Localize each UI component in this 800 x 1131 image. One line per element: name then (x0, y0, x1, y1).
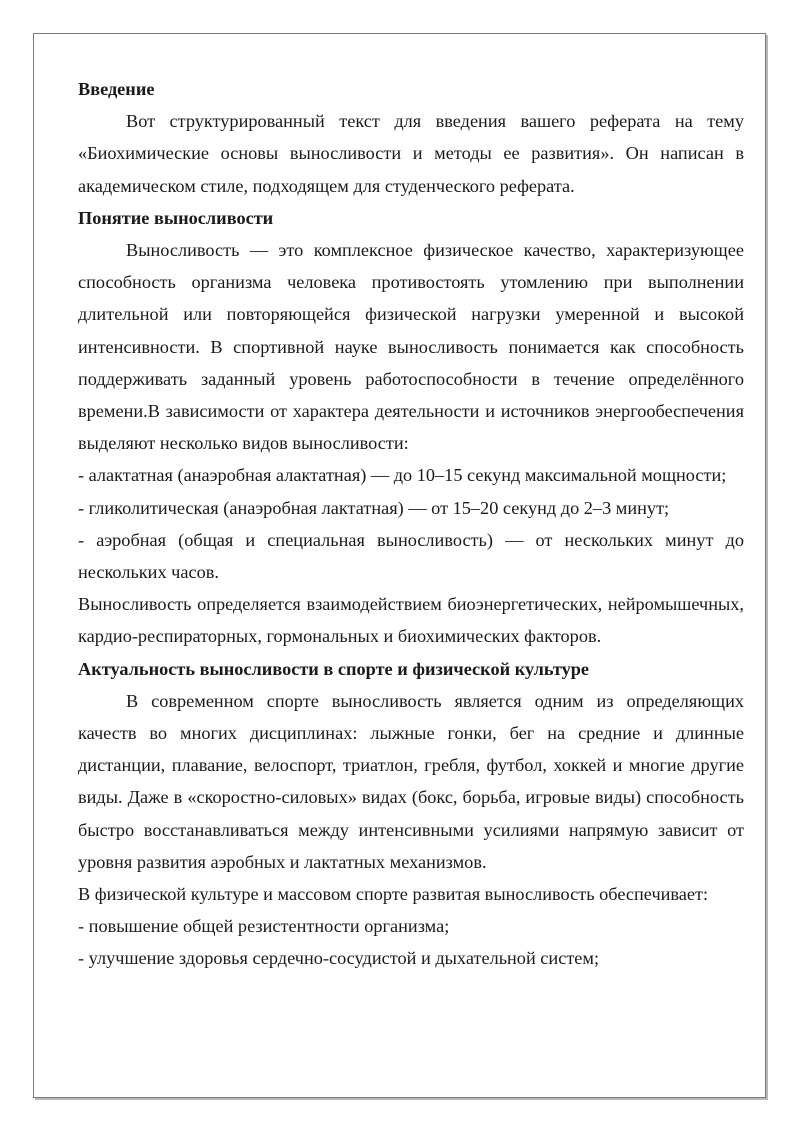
relevance-paragraph: В современном спорте выносливость является одним из определяющих качеств во многих дисциплинах: лыжные гонки, бег на средние и длинные дистанции, плавание, велоспорт, триатлон, гребля, футбол, хоккей и многие другие виды. Даже в «скоростно-силовых» видах (бокс, борьба, игровые виды) способность быстро восстанавливаться между интенсивными усилиями напрямую зависит от уровня развития аэробных и лактатных механизмов. (78, 690, 744, 872)
section-heading-relevance: Актуальность выносливости в спорте и физической культуре (78, 658, 590, 679)
list-item: - гликолитическая (анаэробная лактатная) — от 15–20 секунд до 2–3 минут; (78, 497, 670, 518)
document-page (33, 33, 766, 1098)
intro-heading: Введение (78, 79, 155, 99)
list-item: - повышение общей резистентности организма; (78, 916, 450, 937)
endurance-factors-paragraph: Выносливость определяется взаимодействием биоэнергетических, нейромышечных, кардио-респираторных, гормональных и биохимических факторов. (78, 594, 744, 647)
list-item: - алактатная (анаэробная алактатная) — до 10–15 секунд максимальной мощности; (78, 465, 727, 486)
endurance-definition-paragraph: Выносливость — это комплексное физическое качество, характеризующее способность организма человека противостоять утомлению при выполнении длительной или повторяющейся физической нагрузки умеренной и высокой интенсивности. В спортивной науке выносливость понимается как способность поддерживать заданный уровень работоспособности в течение определённого времени.В зависимости от характера деятельности и источников энергообеспечения выделяют несколько видов выносливости: (78, 240, 744, 454)
list-item: - аэробная (общая и специальная выносливость) — от нескольких минут до нескольких часов. (78, 529, 744, 583)
document-body (78, 73, 744, 975)
intro-paragraph: Вот структурированный текст для введения вашего реферата на тему «Биохимические основы выносливости и методы ее развития». Он написан в академическом стиле, подходящем для студенческого реферата. (78, 111, 744, 196)
physical-culture-paragraph: В физической культуре и массовом спорте развитая выносливость обеспечивает: (78, 884, 709, 905)
list-item: - улучшение здоровья сердечно-сосудистой и дыхательной систем; (78, 948, 600, 969)
section-heading-endurance-concept: Понятие выносливости (78, 207, 274, 228)
